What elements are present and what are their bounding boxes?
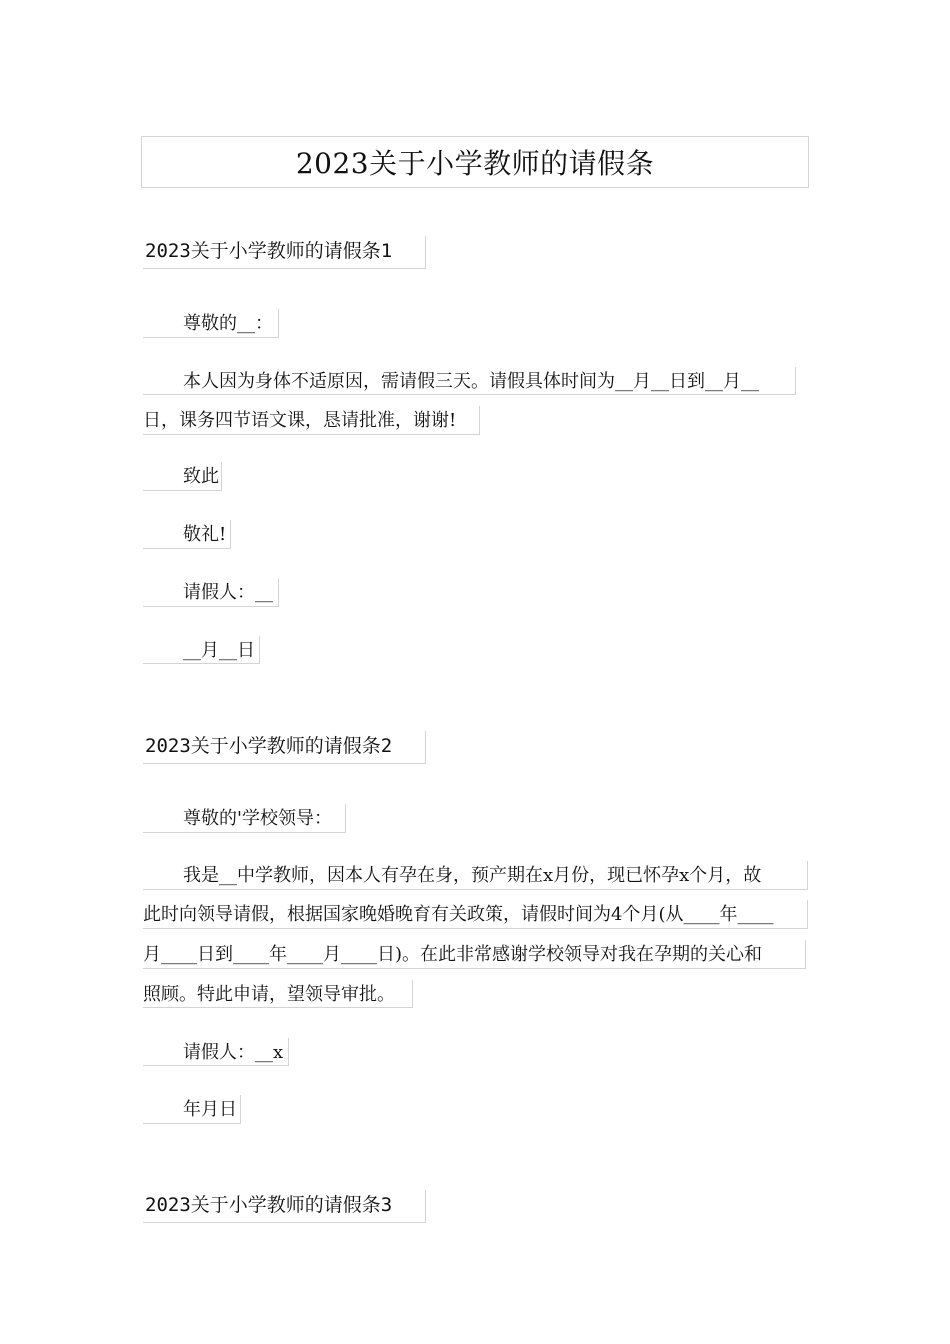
section-2-date: 年月日 bbox=[143, 1095, 241, 1124]
section-2-heading: 2023关于小学教师的请假条2 bbox=[143, 731, 426, 764]
section-3-heading: 2023关于小学教师的请假条3 bbox=[143, 1190, 426, 1223]
section-1-closing-1: 致此 bbox=[143, 462, 222, 491]
section-1-body-line-1: 本人因为身体不适原因，需请假三天。请假具体时间为__月__日到__月__ bbox=[143, 367, 796, 395]
section-1-heading: 2023关于小学教师的请假条1 bbox=[143, 236, 426, 269]
section-2-salutation: 尊敬的'学校领导： bbox=[143, 804, 346, 833]
section-1-body-line-2: 日，课务四节语文课，恳请批准，谢谢! bbox=[143, 406, 480, 435]
section-2-body-line-4: 照顾。特此申请，望领导审批。 bbox=[143, 980, 413, 1008]
section-1-salutation: 尊敬的__： bbox=[143, 309, 279, 338]
section-1-closing-2: 敬礼! bbox=[143, 520, 231, 549]
section-2-body-line-2: 此时向领导请假，根据国家晚婚晚育有关政策，请假时间为4个月(从____年____ bbox=[143, 900, 808, 929]
section-1-date: __月__日 bbox=[143, 636, 260, 664]
section-2-signer: 请假人：__x bbox=[143, 1038, 289, 1066]
document-title: 2023关于小学教师的请假条 bbox=[141, 136, 809, 188]
section-1-signer: 请假人：__ bbox=[143, 578, 279, 607]
section-2-body-line-3: 月____日到____年____月____日)。在此非常感谢学校领导对我在孕期的关心和 bbox=[143, 940, 806, 969]
section-2-body-line-1: 我是__中学教师，因本人有孕在身，预产期在x月份，现已怀孕x个月，故 bbox=[143, 861, 808, 890]
